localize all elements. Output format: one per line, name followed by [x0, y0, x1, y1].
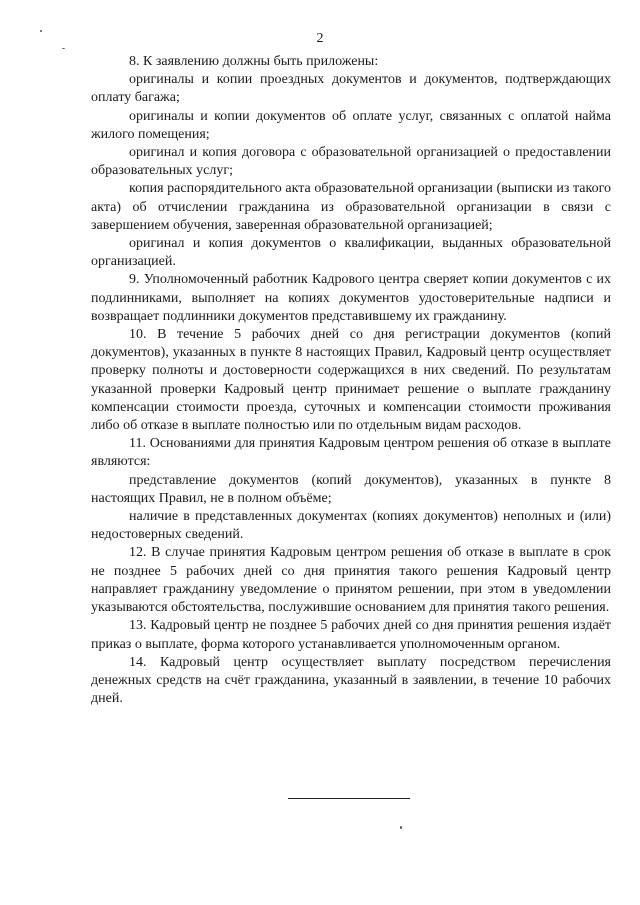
paragraph-12: 12. В случае принятия Кадровым центром решения об отказе в выплате в срок не позднее 5 рабочих дней со дня принятия такого решения Кадровый центр направляет гражданину уведомление о принятом решении, при этом в уведомлении указываются обстоятельства, послужившие основанием для принятия такого решения. [91, 545, 611, 616]
paragraph-8: 8. К заявлению должны быть приложены: [129, 54, 379, 69]
document-body [91, 53, 611, 708]
scan-speck [62, 48, 65, 49]
scan-speck [40, 30, 42, 32]
paragraph-8-item-contract: оригинал и копия договора с образовательной организацией о предоставлении образовательных услуг; [91, 145, 611, 179]
paragraph-13: 13. Кадровый центр не позднее 5 рабочих дней со дня принятия решения издаёт приказ о выплате, форма которого устанавливается уполномоченным органом. [91, 618, 611, 652]
paragraph-8-item-housing-docs: оригиналы и копии документов об оплате услуг, связанных с оплатой найма жилого помещения; [91, 108, 611, 142]
paragraph-8-item-travel-docs: оригиналы и копии проездных документов и документов, подтверждающих оплату багажа; [91, 72, 611, 106]
paragraph-11-item-incomplete: представление документов (копий документов), указанных в пункте 8 настоящих Правил, не в полном объёме; [91, 472, 611, 506]
paragraph-11: 11. Основаниями для принятия Кадровым центром решения об отказе в выплате являются: [91, 436, 611, 470]
scan-speck [400, 826, 402, 829]
end-of-document-rule [288, 798, 410, 799]
page-number: 2 [316, 31, 324, 46]
paragraph-11-item-invalid: наличие в представленных документах (копиях документов) неполных и (или) недостоверных сведений. [91, 509, 611, 543]
paragraph-8-item-expulsion-act: копия распорядительного акта образовательной организации (выписки из такого акта) об отчислении гражданина из образовательной организации в связи с завершением обучения, заверенная образовательной организацией; [91, 181, 611, 233]
paragraph-9: 9. Уполномоченный работник Кадрового центра сверяет копии документов с их подлинниками, выполняет на копиях документов удостоверительные надписи и возвращает подлинники документов представившему их гражданину. [91, 272, 611, 324]
paragraph-8-item-qualification: оригинал и копия документов о квалификации, выданных образовательной организацией. [91, 236, 611, 270]
paragraph-10: 10. В течение 5 рабочих дней со дня регистрации документов (копий документов), указанных в пункте 8 настоящих Правил, Кадровый центр осуществляет проверку полноты и достоверности содержащихся в них сведений. По результатам указанной проверки Кадровый центр принимает решение о выплате гражданину компенсации стоимости проезда, суточных и компенсации стоимости проживания либо об отказе в выплате полностью или по отдельным видам расходов. [91, 327, 611, 434]
paragraph-14: 14. Кадровый центр осуществляет выплату посредством перечисления денежных средств на счёт гражданина, указанный в заявлении, в течение 10 рабочих дней. [91, 654, 611, 707]
